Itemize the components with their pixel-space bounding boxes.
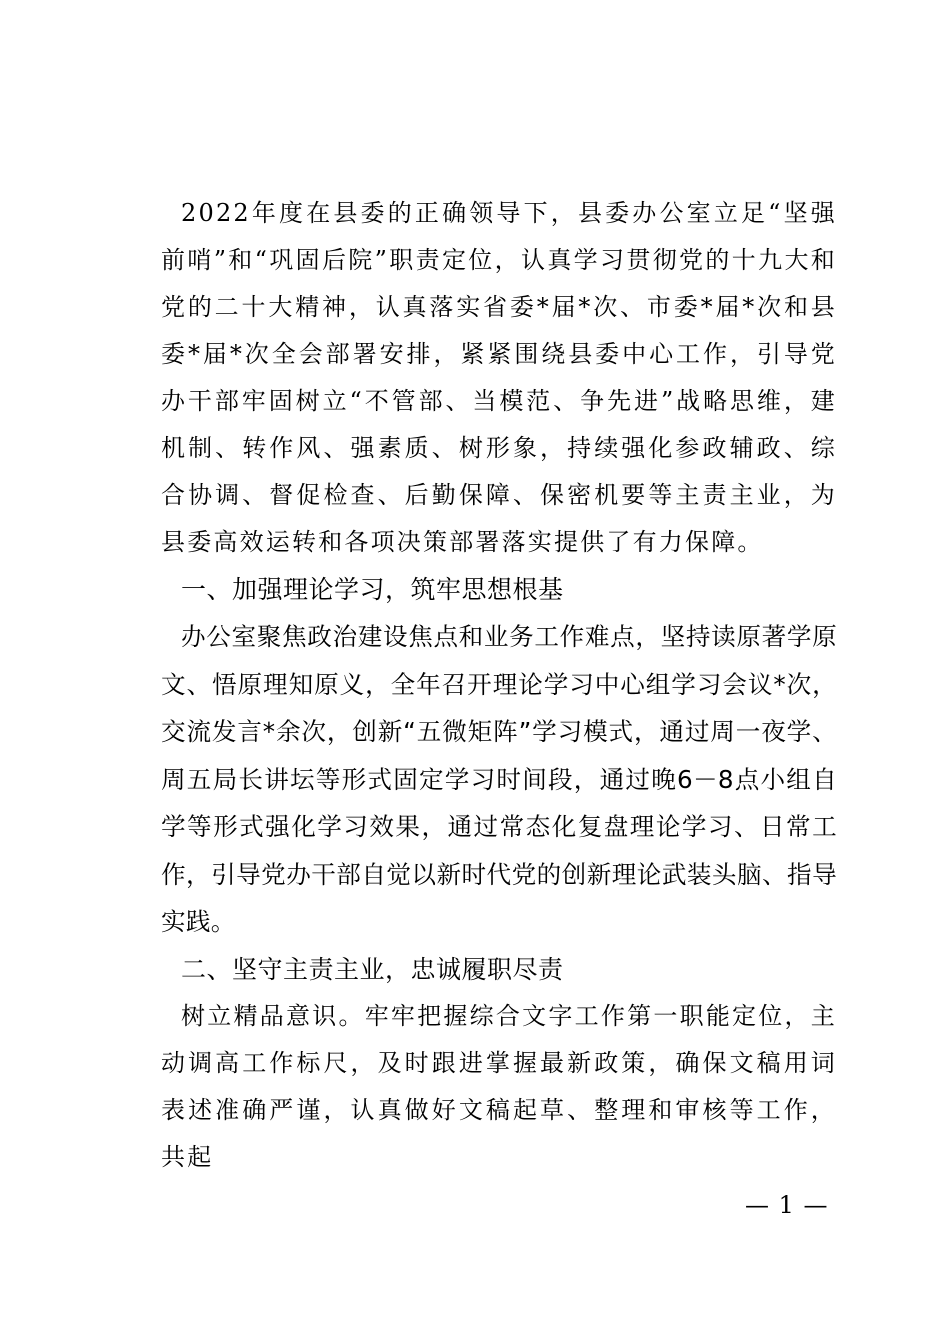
- section-2-paragraph: [161, 993, 837, 1181]
- page-number: — 1 —: [745, 1191, 829, 1219]
- section-heading-1: 一、加强理论学习，筑牢思想根基: [181, 575, 564, 604]
- intro-paragraph: 2022年度在县委的正确领导下，县委办公室立足“坚强前哨”和“巩固后院”职责定位，认真学习贯彻党的十九大和党的二十大精神，认真落实省委*届*次、市委*届*次和县委*届*次全会部署安排，紧紧围绕县委中心工作，引导党办干部牢固树立“不管部、当模范、争先进”战略思维，建机制、转作风、强素质、树形象，持续强化参政辅政、综合协调、督促检查、后勤保障、保密机要等主责主业，为县委高效运转和各项决策部署落实提供了有力保障。: [161, 199, 837, 556]
- document-body: [161, 190, 837, 1181]
- section-2-lead: 树立精品意识。: [181, 1001, 365, 1030]
- section-1-paragraph: 办公室聚焦政治建设焦点和业务工作难点，坚持读原著学原文、悟原理知原义，全年召开理论学习中心组学习会议*次，交流发言*余次，创新“五微矩阵”学习模式，通过周一夜学、周五局长讲坛等形式固定学习时间段，通过晚6－8点小组自学等形式强化学习效果，通过常态化复盘理论学习、日常工作，引导党办干部自觉以新时代党的创新理论武装头脑、指导实践。: [161, 622, 837, 936]
- section-heading-2: 二、坚守主责主业，忠诚履职尽责: [181, 954, 564, 984]
- section-2-body: 牢牢把握综合文字工作第一职能定位，主动调高工作标尺，及时跟进掌握最新政策，确保文稿用词表述准确严谨，认真做好文稿起草、整理和审核等工作，共起: [161, 1001, 837, 1171]
